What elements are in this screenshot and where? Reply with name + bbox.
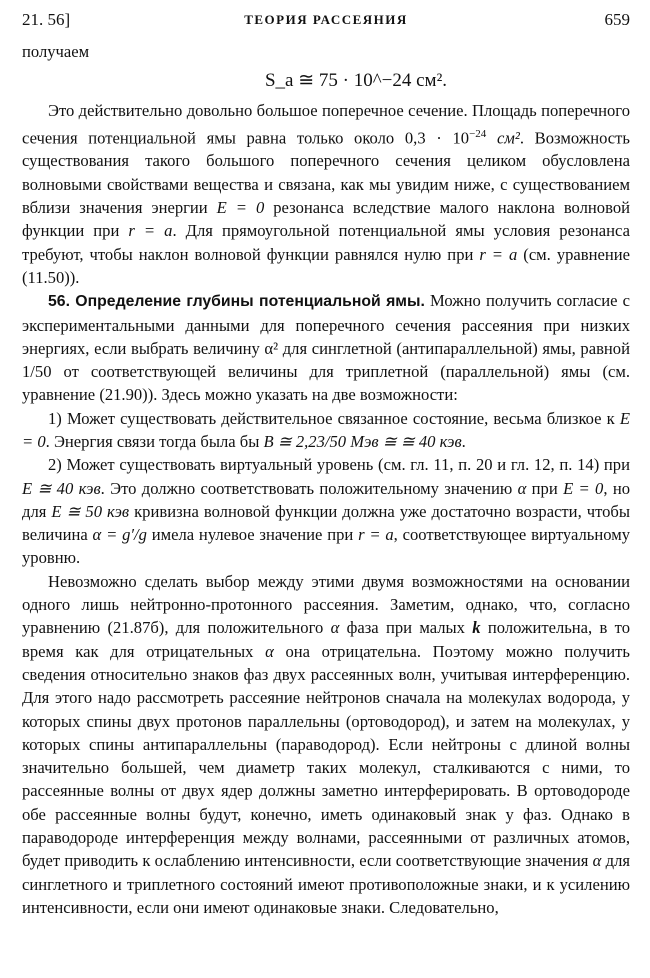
intro-line: получаем [22,42,90,61]
running-header [22,10,630,40]
body-text [22,40,630,919]
paragraph-1: Это действительно довольно большое поперечное сечение. Площадь поперечного сечения потенциальной ямы равна только около $0,3 \cdot 10^{-24}$ см². Возможность существования такого большого поперечного сечения целиком обусловлена волновыми свойствами вещества и связана, как мы увидим ниже, с существованием вблизи значения энергии E = 0 резонанса вследствие малого наклона волновой функции при r = a. Для прямоугольной потенциальной ямы условия резонанса требуют, чтобы наклон волновой функции равнялся нулю при r = a (см. уравнение (11.50)). [22,101,630,287]
running-title: ТЕОРИЯ РАССЕЯНИЯ [244,12,408,27]
section-ref: 21. 56] [22,10,71,29]
fraction: 1/50 [22,362,52,382]
page [22,10,630,919]
paragraph-3: Невозможно сделать выбор между этими двумя возможностями на основании одного лишь нейтронно-протонного рассеяния. Заметим, однако, что, согласно уравнению (21.87б), для положительного α фаза при малых k положительна, в то время как для отрицательных α она отрицательна. Поэтому можно получить сведения относительно знаков фаз двух рассеянных волн, учитывая интерференцию. Для этого надо рассмотреть рассеяние нейтронов сначала на молекулах водорода, у которых спины двух протонов параллельны (ортоводород), и затем на молекулах, у которых спины антипараллельны (параводород). Если нейтроны с длиной волны значительно большей, чем диаметр таких молекул, сталкиваются с ними, то рассеянные волны от двух ядер должны заметно интерферировать. В ортоводороде обе рассеянные волны будут, конечно, иметь одинаковый знак у фаз. Однако в параводороде интерференция между волнами, рассеянными от различных атомов, будет приводить к ослаблению интенсивности, если соответствующие значения α для синглетного и триплетного состояний имеют противоположные знаки, и к усилению интенсивности, если они имеют одинаковые знаки. Следовательно, [22,571,630,917]
section-title: 56. Определение глубины потенциальной ямы. [48,293,425,311]
section-56: 56. Определение глубины потенциальной ямы. Можно получить согласие с экспериментальными данными для поперечного сечения рассеяния при низких энергиях, если выбрать величину α² для синглетной (антипараллельной) ямы, равной 1/50 от соответствующей величины для триплетной (параллельной) ямы (см. уравнение (21.90)). Здесь можно указать на две возможности: [22,291,630,405]
formula-sa: S_a ≅ 75 · 10^−24 см². [264,70,448,92]
page-number: 659 [604,10,630,29]
possibility-1: 1) Может существовать действительное связанное состояние, весьма близкое к E = 0. Энергия связи тогда была бы B ≅ 2,23/50 Мэв ≅ ≅ 40 кэв. [22,408,630,451]
possibility-2: 2) Может существовать виртуальный уровень (см. гл. 11, п. 20 и гл. 12, п. 14) при E ≅ 40 кэв. Это должно соответствовать положительному значению α при E = 0, но для E ≅ 50 кэв кривизна волновой функции должна уже достаточно возрасти, чтобы величина α = g′/g имела нулевое значение при r = a, соответствующее виртуальному уровню. [22,455,630,568]
